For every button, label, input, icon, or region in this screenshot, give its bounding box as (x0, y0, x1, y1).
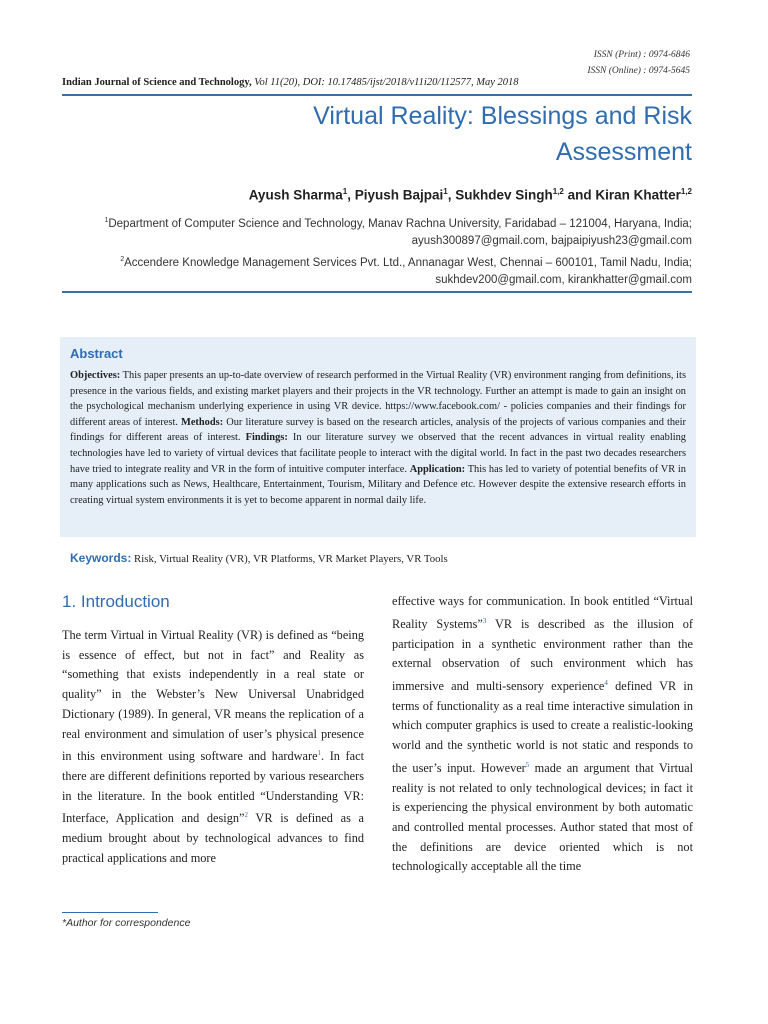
body-text: made an argument that Virtual reality is not related to only technological devices; in fact it is experiencing the physical environment by both automatic and controlled mental processes. Author stated that most of the definitions are device oriented which is not technologically acceptable all the time (392, 760, 694, 874)
title-line-1: Virtual Reality: Blessings and Risk (313, 102, 692, 130)
author-affil-sup: 1,2 (680, 187, 692, 196)
affiliation-2 (42, 251, 692, 272)
methods-text: Our literature survey is based on the research articles, analysis of the projects of various companies and their findings for different areas of interest. (70, 416, 686, 444)
footnote-rule (62, 912, 158, 913)
application-text: This has led to variety of potential benefits of VR in many applications such as News, Healthcare, Entertainment, Tourism, Military and Defence etc. However despite the extensive research efforts in creating virtual system environments it is yet to become apparent in normal daily life. (70, 463, 686, 506)
body-text: The term Virtual in Virtual Reality (VR) is defined as “being is essence of effect, but not in fact” and Reality as “something that exists independently in a real state or quality” in the Webster’s New Universal Unabridged Dictionary (1989). In general, VR means the replication of a real environment and simulation of user’s physical presence in this environment using software and hardware (62, 628, 364, 764)
citation-link[interactable]: 5 (525, 760, 530, 769)
author-and: and (563, 187, 596, 203)
body-text: VR is defined as a medium brought about by technological advances to find practical applications and more (62, 811, 364, 865)
author-separator: , (347, 187, 355, 203)
affiliation-rule (62, 291, 692, 293)
affiliation-2-emails: sukhdev200@gmail.com, kirankhatter@gmail.com (435, 274, 692, 287)
body-text: effective ways for communication. In book entitled “Virtual Reality Systems” (392, 594, 693, 631)
keywords-label: Keywords: (70, 551, 132, 565)
intro-right-column (392, 592, 693, 877)
body-text: . In fact there are different definitions reported by various researchers in the literature. In the book entitled “Understanding VR: Interface, Application and design” (62, 749, 364, 826)
abstract-box (60, 337, 696, 537)
methods-label: Methods: (181, 416, 224, 428)
author-name: Kiran Khatter (595, 187, 681, 203)
author-list (249, 187, 692, 203)
affiliation-text: Department of Computer Science and Technology, Manav Rachna University, Faridabad – 121004, Haryana, India; (108, 217, 692, 230)
abstract-heading: Abstract (70, 346, 123, 361)
body-text: VR is described as the illusion of participation in a synthetic environment rather than the external observation of such environment which has immersive and multi-sensory experience (392, 616, 693, 693)
affiliations (42, 212, 692, 290)
citation-link[interactable]: 1 (317, 749, 322, 758)
body-text: defined VR in terms of functionality as a real time interactive simulation in which computer graphics is used to create a realistic-looking world and the synthetic world is not static and responds to the user’s input. However (392, 679, 693, 775)
issn-online: ISSN (Online) : 0974-5645 (587, 66, 690, 76)
author-affil-sup: 1 (443, 187, 448, 196)
keywords-text: Risk, Virtual Reality (VR), VR Platforms, VR Market Players, VR Tools (131, 553, 448, 565)
paper-title (172, 98, 692, 170)
citation-link[interactable]: 2 (244, 811, 248, 820)
title-line-2: Assessment (555, 138, 692, 166)
findings-label: Findings: (245, 432, 288, 444)
journal-citation (62, 77, 519, 88)
affiliation-text: Accendere Knowledge Management Services Pvt. Ltd., Annanagar West, Chennai – 600101, Tamil Nadu, India; (124, 256, 692, 269)
findings-text: In our literature survey we observed that the recent advances in virtual reality enabling technologies have led to variety of virtual devices that facilitate people to interact with the digital world. In fact in the past two decades researchers have tried to integrate reality and VR in the form of intuitive computer interface. (70, 432, 686, 475)
journal-name: Indian Journal of Science and Technology, (62, 77, 252, 88)
author-name: Ayush Sharma (248, 187, 343, 203)
affiliation-sup: 1 (104, 217, 109, 224)
abstract-text (70, 368, 686, 508)
header-rule (62, 94, 692, 96)
author-affil-sup: 1,2 (552, 187, 564, 196)
objectives-text: This paper presents an up-to-date overview of research performed in the Virtual Reality (VR) environment ranging from definitions, its presence in the various fields, and existing market players and their projects in the VR technology. Further an attempt is made to gain an insight on the psychological mechanism underlying experience in using VR device. https://www.facebook.com/ - policies companies and their findings for different areas of interest. (70, 370, 686, 428)
journal-details: Vol 11(20), DOI: 10.17485/ijst/2018/v11i20/112577, May 2018 (251, 77, 519, 88)
author-separator: , (447, 187, 456, 203)
issn-block (587, 47, 690, 79)
correspondence-footnote: *Author for correspondence (62, 917, 191, 929)
issn-print: ISSN (Print) : 0974-6846 (593, 50, 690, 60)
author-affil-sup: 1 (342, 187, 348, 196)
keywords (70, 551, 448, 565)
affiliation-sup: 2 (120, 255, 125, 263)
citation-link[interactable]: 4 (604, 678, 608, 687)
application-label: Application: (409, 463, 466, 475)
intro-left-column (62, 626, 364, 869)
section-heading-introduction: 1. Introduction (62, 592, 170, 611)
affiliation-1-emails: ayush300897@gmail.com, bajpaipiyush23@gmail.com (411, 235, 692, 248)
author-name: Piyush Bajpai (354, 187, 444, 203)
objectives-label: Objectives: (70, 370, 121, 381)
author-name: Sukhdev Singh (455, 187, 553, 203)
citation-link[interactable]: 3 (482, 616, 487, 625)
affiliation-1 (42, 212, 692, 233)
